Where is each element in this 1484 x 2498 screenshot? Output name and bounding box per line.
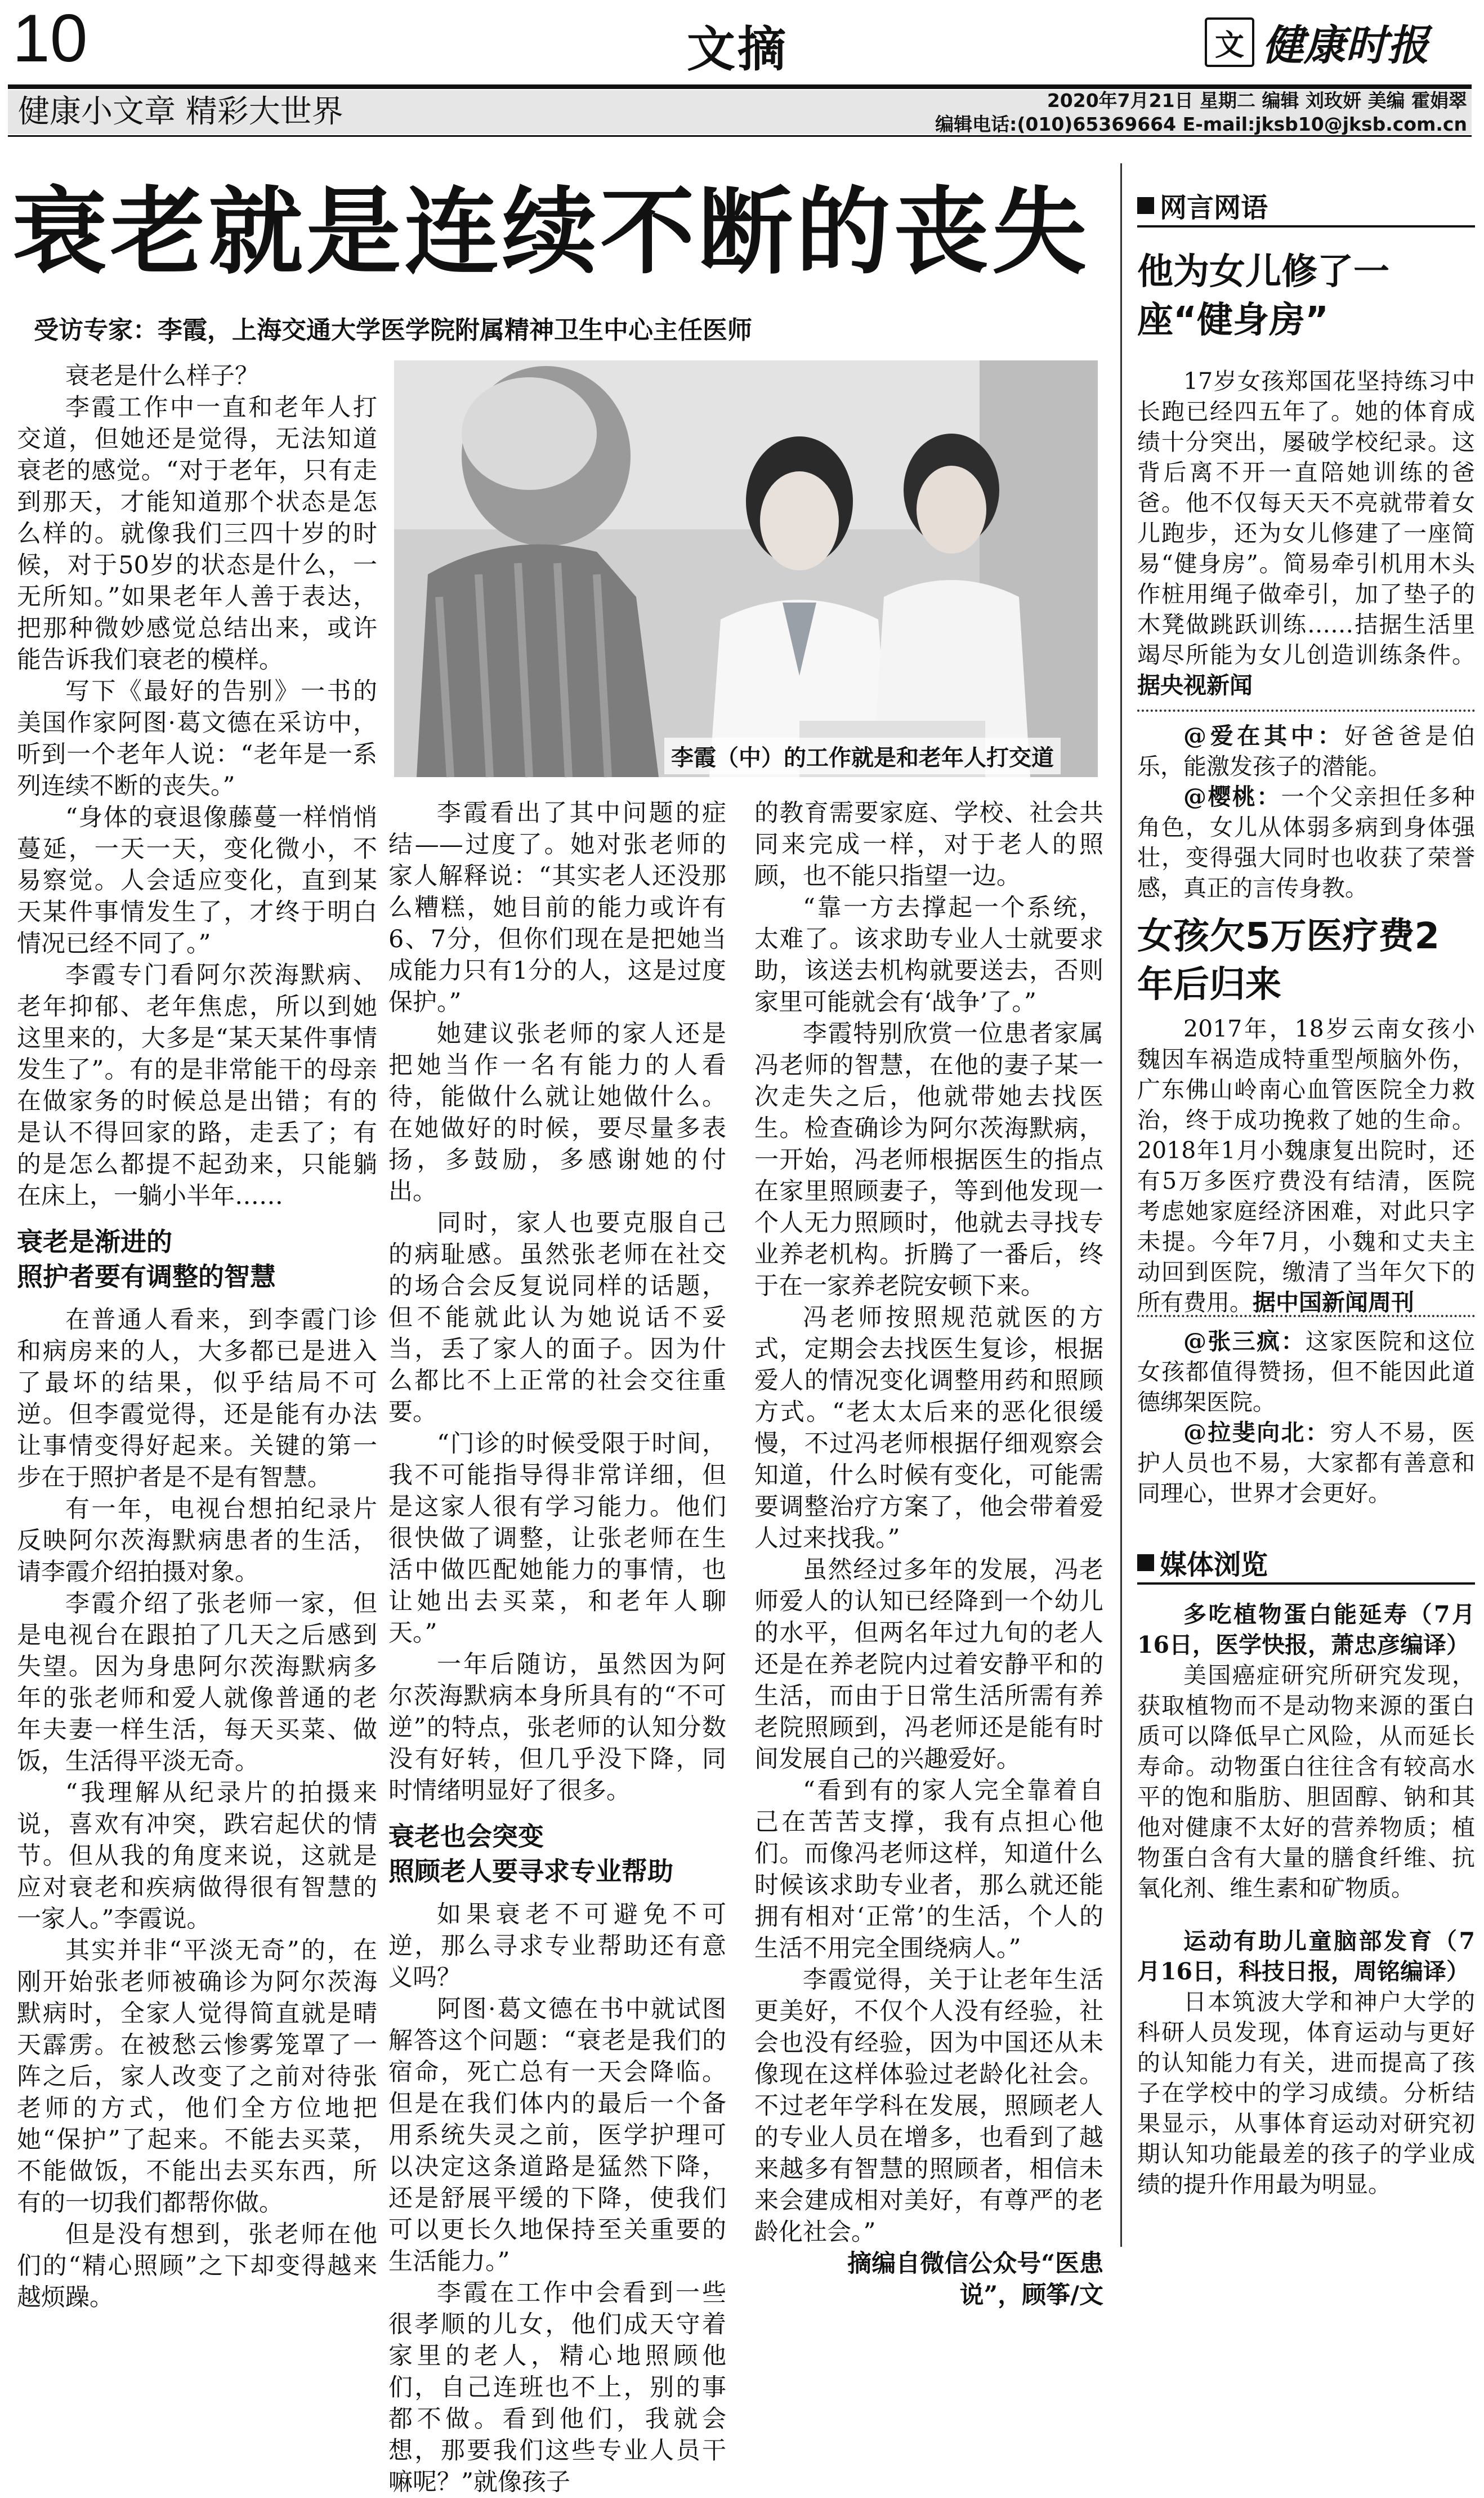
- date-line: 2020年7月21日 星期二 编辑 刘玫妍 美编 霍娟翠: [1047, 90, 1467, 111]
- subheader-rule: [8, 135, 1472, 137]
- paragraph: 李霞特别欣赏一位患者家属冯老师的智慧，在他的妻子某一次走失之后，他就带她去找医生。检查确诊为阿尔茨海默病，一开始，冯老师根据医生的指点在家里照顾妻子，等到他发现一个人无力照顾时，他就去寻找专业养老机构。折腾了一番后，终于在一家养老院安顿下来。: [754, 1020, 1103, 1300]
- sidebar-story-body: [1137, 366, 1475, 715]
- paragraph: 李霞在工作中会看到一些很孝顺的儿女，他们成天守着家里的老人，精心地照顾他们，自己连班也不上，别的事都不做。看到他们，我就会想，那要我们这些专业人员干嘛呢？”就像孩子: [388, 2279, 726, 2496]
- paragraph: 李霞觉得，关于让老年生活更美好，不仅个人没有经验，社会也没有经验，因为中国还从未像现在这样体验过老龄化社会。不过老年学科在发展，照顾老人的专业人员在增多，也看到了越来越多有智慧的照顾者，相信未来会建成相对美好，有尊严的老龄化社会。”: [754, 1966, 1103, 2246]
- paragraph: 其实并非“平淡无奇”的，在刚开始张老师被确诊为阿尔茨海默病时，全家人觉得简直就是晴天霹雳。在被愁云惨雾笼罩了一阵之后，家人改变了之前对待张老师的方式，他们全方位地把她“保护”了起来。不能去买菜，不能做饭，不能出去买东西，所有的一切我们都帮你做。: [17, 1937, 377, 2217]
- paragraph: 李霞看出了其中问题的症结——过度了。她对张老师的家人解释说：“其实老人还没那么糟糕，她目前的能力或许有6、7分，但你们现在是把她当成能力只有1分的人，这是过度保护。”: [388, 799, 726, 1016]
- sidebar-comments: [1137, 1326, 1475, 1512]
- contact-line: 编辑电话:(010)65369664 E-mail:jksb10@jksb.com.cn: [935, 113, 1467, 135]
- news-title: 多吃植物蛋白能延寿（7月16日，医学快报，萧忠彦编译）: [1137, 1601, 1475, 1658]
- dotted-divider: [1137, 1315, 1475, 1317]
- subheading: [388, 1819, 726, 1889]
- square-bullet-icon: [1137, 197, 1154, 214]
- news-title: 运动有助儿童脑部发育（7月16日，科技日报，周铭编译）: [1137, 1928, 1475, 1985]
- logo-name: 健康时报: [1262, 21, 1429, 70]
- paragraph: 同时，家人也要克服自己的病耻感。虽然张老师在社交的场合会反复说同样的话题，但不能就此认为她说话不妥当，丢了家人的面子。因为什么都比不上正常的社会交往重要。: [388, 1209, 726, 1426]
- paragraph: 一年后随访，虽然因为阿尔茨海默病本身所具有的“不可逆”的特点，张老师的认知分数没有好转，但几乎没下降，同时情绪明显好了很多。: [388, 1651, 726, 1805]
- newspaper-logo: [1205, 11, 1452, 73]
- article-photo: [394, 360, 1098, 777]
- paragraph: 的教育需要家庭、学校、社会共同来完成一样，对于老人的照顾，也不能只指望一边。: [754, 799, 1103, 890]
- top-rule: [8, 84, 1472, 89]
- sidebar-section-header: [1137, 186, 1475, 225]
- paragraph: “我理解从纪录片的拍摄来说，喜欢有冲突，跌宕起伏的情节。但从我的角度来说，这就是应对衰老和疾病做得很有智慧的一家人。”李霞说。: [17, 1779, 377, 1933]
- comment-user: @张三疯：: [1183, 1328, 1306, 1355]
- media-news-item: [1137, 1926, 1475, 2241]
- paragraph: “门诊的时候受限于时间，我不可能指导得非常详细，但是这家人很有学习能力。他们很快做了调整，让张老师在生活中做匹配她能力的事情，也让她出去买菜，和老年人聊天。”: [388, 1430, 726, 1647]
- comment-text: 这家医院和这位女孩都值得赞扬，但不能因此道德绑架医院。: [1137, 1328, 1476, 1416]
- logo-seal-icon: 文: [1205, 17, 1254, 67]
- media-news-item: [1137, 1599, 1475, 1915]
- sidebar-story-title: 他为女儿修了一座“健身房”: [1137, 251, 1389, 341]
- sidebar-story-title: 女孩欠5万医疗费2年后归来: [1137, 916, 1440, 1006]
- paragraph: 冯老师按照规范就医的方式，定期会去找医生复诊，根据爱人的情况变化调整用药和照顾方式。“老太太后来的恶化很缓慢，不过冯老师根据仔细观察会知道，什么时候有变化，可能需要调整治疗方案了，他会带着爱人过来找我。”: [754, 1304, 1103, 1553]
- news-body: 日本筑波大学和神户大学的科研人员发现，体育运动与更好的认知能力有关，进而提高了孩子在学校中的学习成绩。分析结果显示，从事体育运动对研究初期认知功能最差的孩子的学业成绩的提升作用最为明显。: [1137, 1988, 1475, 2198]
- paragraph: “身体的衰退像藤蔓一样悄悄蔓延，一天一天，变化微小，不易察觉。人会适应变化，直到某天某件事情发生了，才终于明白情况已经不同了。”: [17, 804, 377, 958]
- comment-user: @爱在其中：: [1183, 722, 1345, 750]
- photo-illustration: [394, 360, 1098, 777]
- subheading: [17, 1224, 377, 1294]
- story-source: 据中国新闻周刊: [1253, 1289, 1414, 1316]
- dotted-divider: [1137, 710, 1475, 712]
- paragraph: 虽然经过多年的发展，冯老师爱人的认知已经降到一个幼儿的水平，但两名年过九旬的老人还是在养老院内过着安静平和的生活，而由于日常生活所需有养老院照顾到，冯老师还是能有时间发展自己的兴趣爱好。: [754, 1556, 1103, 1773]
- comment-text: 一个父亲担任多种角色，女儿从体弱多病到身体强壮，变得强大同时也收获了荣誉感，真正的言传身教。: [1137, 783, 1476, 902]
- comment: [1137, 721, 1475, 782]
- news-body: 美国癌症研究所研究发现，获取植物而不是动物来源的蛋白质可以降低早亡风险，从而延长寿命。动物蛋白往往含有较高水平的饱和脂肪、胆固醇、钠和其他对健康不太好的营养物质；植物蛋白含有大量的膳食纤维、抗氧化剂、维生素和矿物质。: [1137, 1662, 1475, 1902]
- story-body-text: 17岁女孩郑国花坚持练习中长跑已经四五年了。她的体育成绩十分突出，屡破学校纪录。这背后离不开一直陪她训练的爸爸。他不仅每天天不亮就带着女儿跑步，还为女儿修建了一座简易“健身房”。简易牵引机用木头作桩用绳子做牵引，加了垫子的木凳做跳跃训练……拮据生活里竭尽所能为女儿创造训练条件。: [1137, 368, 1475, 668]
- article-column-1: [17, 360, 377, 2312]
- sidebar-divider: [1120, 163, 1122, 2247]
- paragraph: “靠一方去撑起一个系统，太难了。该求助专业人士就要求助，该送去机构就要送去，否则家里可能就会有‘战争’了。”: [754, 894, 1103, 1016]
- paragraph: 李霞专门看阿尔茨海默病、老年抑郁、老年焦虑，所以到她这里来的，大多是“某天某件事情发生了”。有的是非常能干的母亲在做家务的时候总是出错；有的是认不得回家的路，走丢了；有的是怎么都提不起劲来，只能躺在床上，一躺小半年……: [17, 961, 377, 1210]
- comment-text: 好爸爸是伯乐，能激发孩子的潜能。: [1137, 722, 1476, 780]
- article-column-3: [754, 797, 1103, 2309]
- article-credit: 摘编自微信公众号“医患说”，顾筝/文: [847, 2250, 1103, 2309]
- story-text: [1137, 1014, 1475, 1318]
- subheading-line-2: 照护者要有调整的智慧: [17, 1261, 276, 1292]
- paragraph: 李霞工作中一直和老年人打交道，但她还是觉得，无法知道衰老的感觉。“对于老年，只有走到那天，才能知道那个状态是怎么样的。就像我们三四十岁的时候，对于50岁的状态是什么，一无所知。”如果老年人善于表达，把那种微妙感觉总结出来，或许能告诉我们衰老的模样。: [17, 394, 377, 674]
- paragraph: “看到有的家人完全靠着自己在苦苦支撑，我有点担心他们。而像冯老师这样，知道什么时候该求助专业者，那么就还能拥有相对‘正常’的生活，个人的生活不用完全围绕病人。”: [754, 1777, 1103, 1962]
- photo-caption: 李霞（中）的工作就是和老年人打交道: [664, 738, 1061, 774]
- sidebar-comments: [1137, 721, 1475, 912]
- article-column-2: [388, 797, 726, 2496]
- comment-user: @拉斐向北：: [1183, 1419, 1330, 1446]
- sidebar-section-rule: [1137, 1582, 1475, 1585]
- paragraph: 有一年，电视台想拍纪录片反映阿尔茨海默病患者的生活，请李霞介绍拍摄对象。: [17, 1495, 377, 1586]
- comment: [1137, 782, 1475, 903]
- paragraph: 写下《最好的告别》一书的美国作家阿图·葛文德在采访中，听到一个老年人说：“老年是一系列连续不断的丧失。”: [17, 677, 377, 800]
- subheading-line-2: 照顾老人要寻求专业帮助: [388, 1856, 673, 1886]
- comment-user: @樱桃：: [1183, 783, 1281, 810]
- story-text: [1137, 366, 1475, 701]
- comment: [1137, 1326, 1475, 1417]
- sidebar-section-rule: [1137, 225, 1475, 228]
- sidebar-section-label: 媒体浏览: [1160, 1549, 1268, 1581]
- story-source: 据央视新闻: [1137, 672, 1253, 699]
- sidebar-story-body: [1137, 1014, 1475, 1318]
- comment: [1137, 1417, 1475, 1509]
- paragraph: 衰老是什么样子？: [65, 362, 259, 390]
- section-title: 文摘: [687, 21, 788, 78]
- comment-text: 穷人不易，医护人员也不易，大家都有善意和同理心，世界才会更好。: [1137, 1419, 1476, 1507]
- slogan: 健康小文章 精彩大世界: [18, 93, 343, 130]
- article-expert: 受访专家：李霞，上海交通大学医学院附属精神卫生中心主任医师: [34, 316, 752, 345]
- page-number: 10: [12, 1, 88, 76]
- paragraph: 她建议张老师的家人还是把她当作一名有能力的人看待，能做什么就让她做什么。在她做好的时候，要尽量多表扬，多鼓励，多感谢她的付出。: [388, 1020, 726, 1206]
- paragraph: 但是没有想到，张老师在他们的“精心照顾”之下却变得越来越烦躁。: [17, 2220, 377, 2312]
- square-bullet-icon: [1137, 1554, 1154, 1571]
- paragraph: 阿图·葛文德在书中就试图解答这个问题：“衰老是我们的宿命，死亡总有一天会降临。但是在我们体内的最后一个备用系统失灵之前，医学护理可以决定这条道路是猛然下降，还是舒展平缓的下降，使我们可以更长久地保持至关重要的生活能力。”: [388, 1995, 726, 2276]
- sidebar-section-header: [1137, 1543, 1475, 1582]
- paragraph: 如果衰老不可避免不可逆，那么寻求专业帮助还有意义吗？: [388, 1901, 726, 1992]
- subheading-line-1: 衰老也会突变: [388, 1821, 544, 1852]
- article-headline: 衰老就是连续不断的丧失: [12, 176, 1090, 287]
- sidebar-section-label: 网言网语: [1160, 192, 1268, 224]
- date-editor-line: [935, 89, 1467, 136]
- paragraph: 李霞介绍了张老师一家，但是电视台在跟拍了几天之后感到失望。因为身患阿尔茨海默病多年的张老师和爱人就像普通的老年夫妻一样生活，每天买菜、做饭，生活得平淡无奇。: [17, 1590, 377, 1776]
- subheading-line-1: 衰老是渐进的: [17, 1226, 172, 1257]
- story-body-text: 2017年，18岁云南女孩小魏因车祸造成特重型颅脑外伤，广东佛山岭南心血管医院全力救治，终于成功挽救了她的生命。2018年1月小魏康复出院时，还有5万多医疗费没有结清，医院考虑她家庭经济困难，对此只字未提。今年7月，小魏和丈夫主动回到医院，缴清了当年欠下的所有费用。: [1137, 1015, 1475, 1316]
- paragraph: 在普通人看来，到李霞门诊和病房来的人，大多都已是进入了最坏的结果，似乎结局不可逆。但李霞觉得，还是能有办法让事情变得好起来。关键的第一步在于照护者是不是有智慧。: [17, 1306, 377, 1492]
